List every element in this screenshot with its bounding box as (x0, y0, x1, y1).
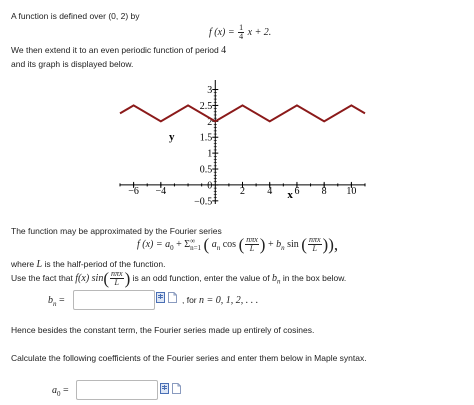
help-document-icon[interactable] (168, 292, 177, 303)
a0-sub: 0 (57, 390, 61, 398)
x-tick-label: −4 (155, 185, 167, 197)
sum-sign: + Σ (176, 238, 191, 250)
sum-limits (190, 238, 201, 252)
sin-den: L (312, 244, 317, 253)
ticks (120, 85, 365, 207)
series-lhs: f (x) = a (137, 238, 171, 250)
q-close: ) (124, 269, 131, 288)
series-end: ), (328, 235, 339, 254)
y-tick-label: 1.5 (199, 132, 213, 144)
sin-open: ( (301, 235, 307, 254)
question-b-sub: n (277, 277, 281, 286)
question-b: b (272, 272, 278, 284)
a0-letter: a (52, 385, 57, 396)
q-num: nπx (111, 269, 123, 278)
period-value: 4 (221, 45, 227, 56)
bn-letter: b (48, 295, 53, 306)
sum-upper: ∞ (190, 236, 196, 245)
intro-definition (11, 11, 140, 21)
bn-eq: = (59, 295, 65, 306)
formula-lhs: f (x) = (209, 26, 235, 38)
intro-extend (11, 45, 226, 56)
periodic-function-graph (0, 76, 474, 211)
y-tick-label: 1 (207, 148, 213, 160)
n-range (182, 295, 258, 306)
q-open: ( (103, 269, 109, 288)
a0-subscript: 0 (170, 243, 174, 252)
fourier-intro (11, 226, 222, 236)
for-text: , for (182, 295, 197, 305)
x-tick-label: 6 (294, 185, 300, 197)
function-line (120, 105, 365, 121)
question-suffix: is an odd function, enter the value of (132, 272, 270, 283)
fraction-numerator: 1 (239, 23, 244, 32)
preview-icon[interactable] (160, 383, 169, 394)
fourier-intro-text: The function may be approximated by the Fourier series (11, 226, 222, 236)
sin-num: nπx (308, 235, 321, 244)
bn-sub: n (53, 300, 57, 308)
formula-tail: x + 2. (247, 26, 272, 38)
cosine-statement (11, 325, 314, 335)
y-tick-label: −0.5 (194, 196, 213, 208)
open-paren: ( (203, 235, 210, 254)
calculate-statement (11, 353, 367, 363)
graph-note-text: and its graph is displayed below. (11, 59, 134, 69)
y-tick-label: 0.5 (199, 164, 213, 176)
where-tail: is the half-period of the function. (44, 259, 166, 269)
preview-icon[interactable] (156, 292, 165, 303)
cos-den: L (249, 244, 255, 253)
x-axis-label: x (287, 188, 293, 201)
half-period-note (11, 259, 165, 270)
cosine-text: Hence besides the constant term, the Fourier series made up entirely of cosines. (11, 325, 315, 335)
plot-area (120, 105, 365, 121)
q-den: L (114, 278, 119, 287)
bn-subscript: n (281, 243, 285, 252)
cos-num: nπx (246, 235, 258, 244)
bn-answer-input[interactable] (73, 290, 155, 310)
fraction-denominator: 4 (239, 32, 244, 41)
x-tick-label: 10 (346, 185, 357, 197)
an-subscript: n (216, 243, 221, 252)
where-text: where (11, 259, 35, 269)
intro-graph-note (11, 59, 133, 69)
calculate-text: Calculate the following coefficients of the Fourier series and enter them below in Maple syntax. (11, 353, 367, 363)
y-tick-label: 3 (207, 85, 213, 97)
y-tick-label: 2.5 (199, 100, 213, 112)
y-tick-label: 2 (207, 116, 213, 128)
a0-eq: = (63, 385, 69, 396)
cos-fraction (245, 236, 259, 253)
question-tail: in the box below. (282, 272, 347, 283)
cos-close: ) (259, 235, 266, 254)
cos-open: ( (238, 235, 245, 254)
sin-label: sin (287, 238, 299, 250)
definition-formula (209, 24, 271, 41)
question-fraction (110, 270, 124, 287)
sum-lower: n=1 (190, 243, 202, 252)
sin-fraction (308, 236, 322, 253)
y-axis-label: y (169, 131, 175, 144)
y-tick-label: 0 (207, 180, 213, 192)
definition-text: A function is defined over (0, 2) by (11, 11, 140, 21)
x-tick-label: 4 (267, 185, 273, 197)
x-tick-label: 2 (240, 185, 245, 197)
extend-text: We then extend it to an even periodic function of period (11, 45, 219, 55)
bn-label (48, 295, 65, 308)
formula-fraction (238, 24, 244, 41)
a0-answer-input[interactable] (76, 380, 158, 400)
fourier-series-formula (137, 236, 338, 253)
an-coef: a (211, 238, 217, 250)
x-tick-label: 8 (321, 185, 327, 197)
odd-function-question (11, 270, 346, 287)
help-document-icon[interactable] (172, 383, 181, 394)
n-range-value: n = 0, 1, 2, . . . (199, 295, 259, 306)
question-prefix: Use the fact that (11, 272, 73, 283)
x-tick-label: −6 (128, 185, 139, 197)
a0-label (52, 385, 69, 398)
sin-close: ) (322, 235, 329, 254)
L-variable: L (36, 259, 43, 270)
cos-label: cos (222, 238, 237, 250)
bn-coef: b (276, 238, 282, 250)
question-fx: f(x) sin (75, 272, 104, 284)
plus-sign: + (267, 238, 274, 250)
